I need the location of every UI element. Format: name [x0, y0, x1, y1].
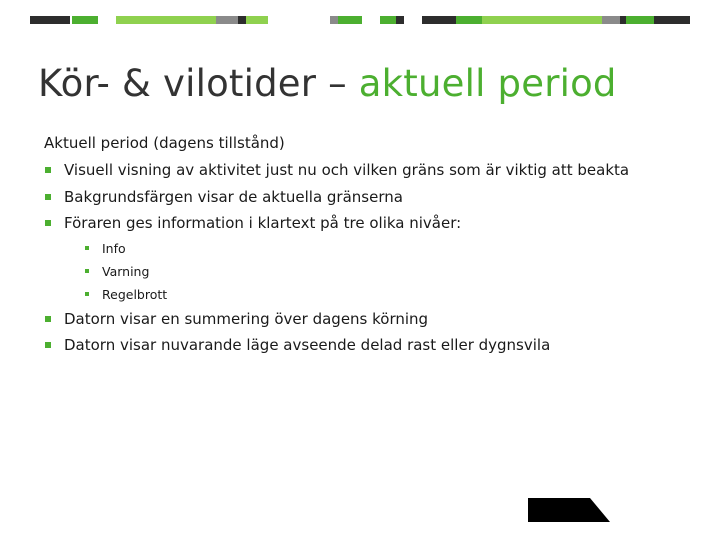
bullet-list — [44, 310, 704, 355]
bullet-item: Bakgrundsfärgen visar de aktuella gränserna — [44, 188, 704, 206]
bullet-item: Datorn visar en summering över dagens körning — [44, 310, 704, 328]
slide-title — [38, 62, 617, 105]
bullet-item: Föraren ges information i klartext på tre olika nivåer: — [44, 214, 704, 232]
corner-decoration-icon — [528, 498, 610, 522]
slide-title-main: Kör- & vilotider – — [38, 62, 359, 105]
sub-bullet-item: Regelbrott — [44, 287, 704, 302]
sub-bullet-item: Info — [44, 241, 704, 256]
intro-text: Aktuell period (dagens tillstånd) — [44, 134, 285, 152]
bullet-item: Visuell visning av aktivitet just nu och vilken gräns som är viktig att beakta — [44, 161, 704, 179]
sub-bullet-list — [44, 241, 704, 302]
sub-bullet-item: Varning — [44, 264, 704, 279]
slide-title-accent: aktuell period — [358, 62, 617, 105]
decorative-top-bar — [0, 16, 720, 24]
bullet-item: Datorn visar nuvarande läge avseende delad rast eller dygnsvila — [44, 336, 704, 354]
bullet-list — [44, 161, 704, 232]
slide-body — [44, 134, 704, 363]
